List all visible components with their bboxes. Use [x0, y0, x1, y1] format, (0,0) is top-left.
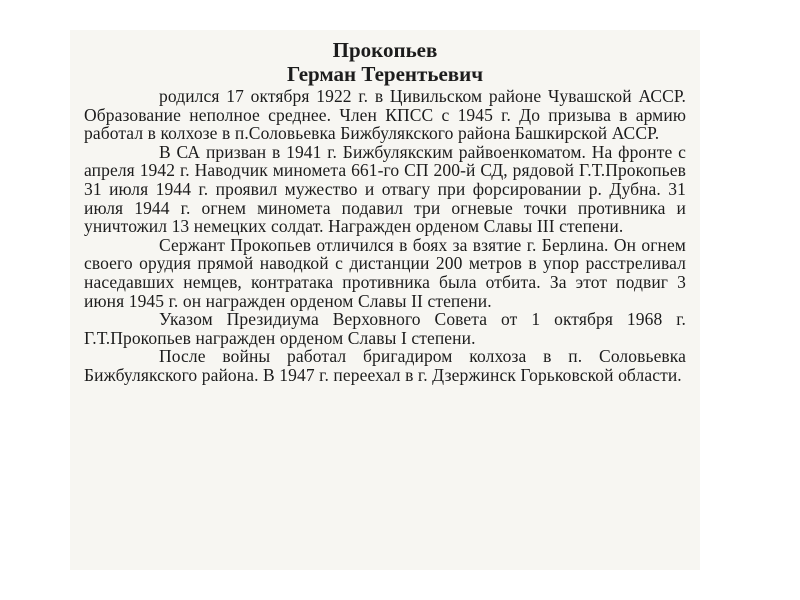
paragraph-berlin: Сержант Прокопьев отличился в боях за взятие г. Берлина. Он огнем своего орудия прямой наводкой с дистанции 200 метров в упор расстреливал наседавших немцев, контратака противника была отбита. За этот подвиг 3 июня 1945 г. он награжден орденом Славы II степени. — [84, 234, 686, 311]
paragraph-decree: Указом Президиума Верховного Совета от 1 октября 1968 г. Г.Т.Прокопьев награжден орденом Славы I степени. — [84, 309, 686, 348]
document-surname: Прокопьев — [332, 38, 438, 62]
scanned-document — [70, 30, 700, 570]
paragraph-after-war: После войны работал бригадиром колхоза в п. Соловьевка Бижбулякского района. В 1947 г. переехал в г. Дзержинск Горьковской области. — [84, 346, 686, 385]
paragraph-birth: родился 17 октября 1922 г. в Цивильском районе Чувашской АССР. Образование неполное среднее. Член КПСС с 1945 г. До призыва в армию работал в колхозе в п.Соловьевка Бижбулякского района Башкирской АССР. — [84, 86, 686, 144]
document-full-name: Герман Терентьевич — [286, 62, 484, 86]
paragraph-service: В СА призван в 1941 г. Бижбулякским райвоенкоматом. На фронте с апреля 1942 г. Наводчик миномета 661-го СП 200-й СД, рядовой Г.Т.Прокопьев 31 июля 1944 г. проявил мужество и отвагу при форсировании р. Дубна. 31 июля 1944 г. огнем миномета подавил три огневые точки противника и уничтожил 13 немецких солдат. Награжден орденом Славы III степени. — [84, 141, 686, 237]
